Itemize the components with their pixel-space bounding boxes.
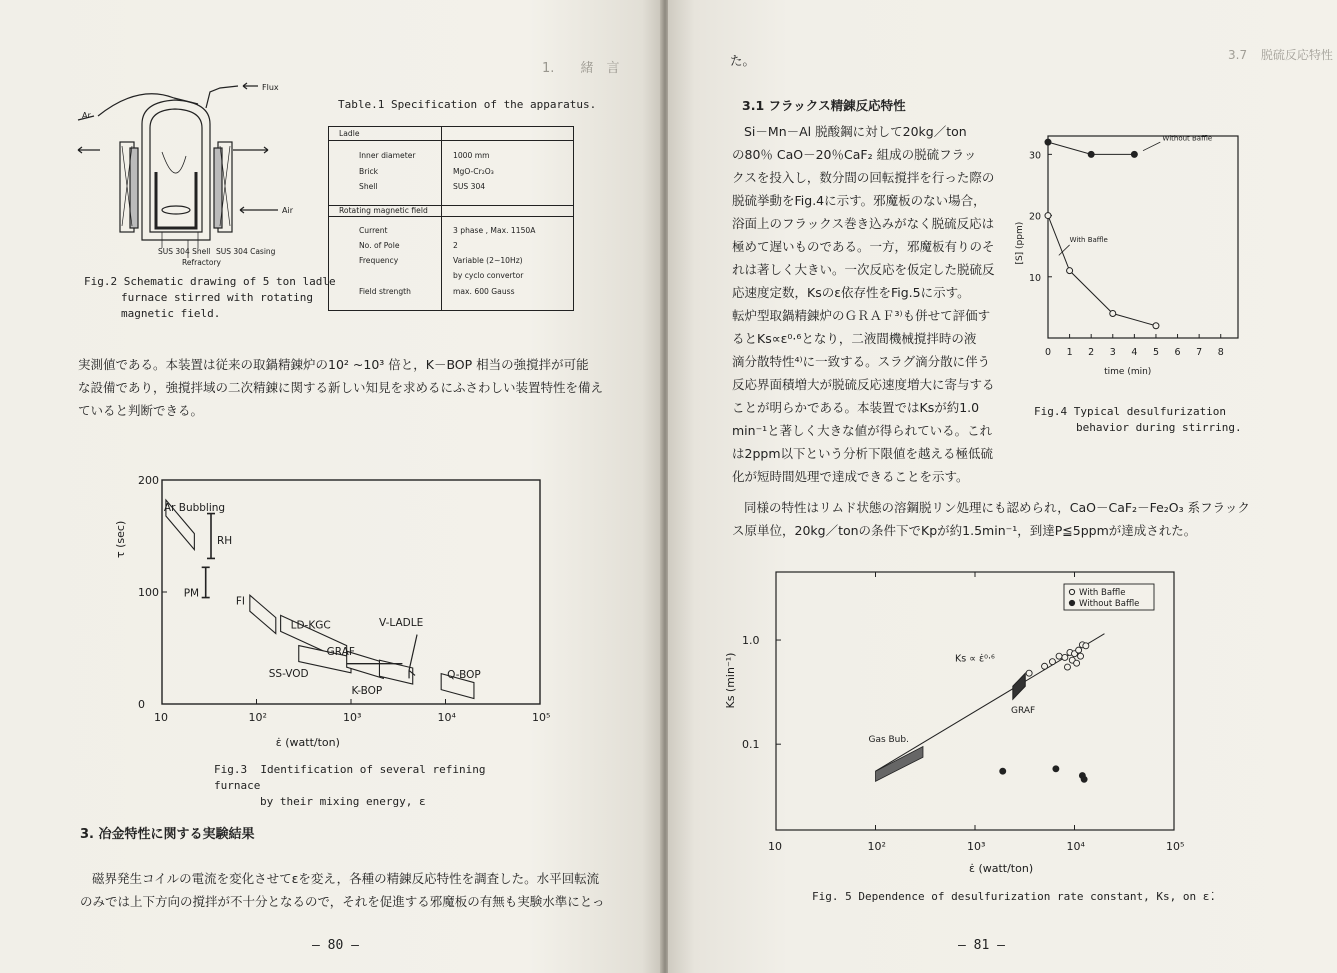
text-line: 実測値である。本装置は従来の取鍋精錬炉の10² ~10³ 倍と，K－BOP 相当の強撹拌が可能 — [78, 357, 589, 372]
fig5-point — [1000, 768, 1006, 774]
section31-text-wide — [732, 496, 1312, 542]
air-arrow — [240, 207, 278, 213]
fig2-caption — [84, 274, 336, 322]
fig4-y-tick-label: 10 — [1029, 272, 1042, 284]
table1-cell: MgO-Cr₂O₃ — [453, 167, 494, 176]
fig4-y-tick-label: 30 — [1029, 150, 1042, 162]
fig3-x-tick-label: 10⁵ — [532, 711, 551, 724]
fig3-region-pm — [202, 567, 210, 597]
fig3-region-label: V-LADLE — [379, 617, 424, 629]
fig5-point — [1078, 653, 1084, 659]
fig5-point — [1062, 654, 1068, 660]
fig5-point — [1076, 647, 1082, 653]
fig4-caption-line: behavior during stirring. — [1076, 421, 1242, 434]
page-number-left: — 80 — — [312, 938, 359, 953]
right-header-title: 脱硫反応特性 — [1260, 48, 1333, 62]
fig5-legend-label: With Baffle — [1079, 588, 1126, 598]
table1-cell: 3 phase , Max. 1150A — [453, 226, 536, 235]
text-line: 同様の特性はリムド状態の溶鋼脱リン処理にも認められ，CaO－CaF₂－Fe₂O₃ 系フラック — [744, 500, 1250, 515]
fig4-series-label: Without Baffle — [1162, 134, 1213, 143]
fig3-caption: Fig.3 Identification of several refining furnace by their mixing energy, ε — [214, 763, 486, 808]
fig4-y-tick-label: 20 — [1029, 211, 1042, 223]
section31-text — [732, 120, 1032, 488]
text-line: 極めて遅いものである。一方，邪魔板有りのそ — [732, 239, 995, 254]
label-ar: Ar — [82, 111, 91, 120]
text-line: るとKs∝ε⁰·⁶となり，二液間機械撹拌時の液 — [732, 331, 977, 346]
table1 — [328, 126, 574, 311]
fig5-point — [1083, 643, 1089, 649]
fig3-y-tick-label: 200 — [138, 474, 159, 487]
label-shell: SUS 304 Shell — [158, 247, 211, 256]
fig5-point — [1042, 663, 1048, 669]
table1-cell: by cyclo convertor — [453, 271, 524, 280]
refractory-wall — [156, 172, 196, 228]
fig3-region-label: Ar Bubbling — [163, 501, 226, 514]
table1-cell: Current — [359, 226, 388, 235]
fig4-caption — [1034, 404, 1242, 436]
text-line: 滴分散特性⁴⁾に一致する。スラグ滴分散に伴う — [732, 354, 991, 369]
fig5-point — [1064, 664, 1070, 670]
fig3-y-label: τ (sec) — [114, 520, 127, 558]
fig2-caption-line: magnetic field. — [121, 307, 221, 320]
fig4-x-label: time (min) — [1104, 367, 1152, 377]
table1-cell: SUS 304 — [453, 182, 486, 191]
fig4-x-tick-label: 5 — [1152, 347, 1160, 358]
fig2-schematic — [78, 82, 318, 268]
text-line: 反応界面積増大が脱硫反応速度増大に寄与する — [732, 377, 995, 392]
text-line: れは著しく大きい。一次反応を仮定した脱硫反 — [732, 262, 995, 277]
argon-lance — [98, 94, 198, 116]
fig5-y-tick-label: 1.0 — [742, 634, 760, 648]
left-header-title: 緒 言 — [580, 61, 620, 76]
fig4-chart — [1015, 126, 1248, 396]
fig5-legend-label: Without Baffle — [1079, 599, 1140, 609]
fig5-legend-marker-open — [1069, 589, 1074, 594]
fig3-y-tick-label: 0 — [138, 698, 145, 711]
fig3-x-tick-label: 10² — [248, 711, 267, 724]
left-page — [0, 0, 662, 973]
fig3-x-tick-label: 10 — [154, 711, 168, 724]
fig5-x-tick-label: 10³ — [967, 840, 986, 853]
text-line: ス原単位，20kg／tonの条件下でKpが約1.5min⁻¹，到達P≦5ppmが達成された。 — [732, 523, 1197, 538]
fig5-x-tick-label: 10⁴ — [1066, 840, 1085, 853]
table1-ladle-header: Ladle — [339, 129, 360, 138]
fig3-y-tick-label: 100 — [138, 586, 159, 599]
left-body-paragraph — [78, 353, 618, 422]
page-number-right: — 81 — — [958, 938, 1005, 953]
label-air: Air — [282, 206, 293, 215]
fig4-x-tick-label: 1 — [1066, 347, 1073, 358]
fig4-point — [1067, 268, 1073, 274]
table1-cell: Field strength — [359, 287, 411, 296]
text-line: な設備であり，強撹拌域の二次精錬に関する新しい知見を求めるにふさわしい装置特性を備え — [78, 380, 604, 395]
fig3-region-label: Q-BOP — [447, 669, 481, 682]
text-line: は2ppm以下という分析下限値を越える極低硫 — [732, 446, 993, 461]
fig3-region-label: GRAF — [326, 645, 355, 658]
fig4-x-tick-label: 8 — [1217, 347, 1224, 358]
fig5-point — [1074, 660, 1080, 666]
text-line: 応速度定数，Ksのε依存性をFig.5に示す。 — [732, 285, 970, 300]
table1-cell: No. of Pole — [359, 241, 400, 250]
section31-heading: 3.1 フラックス精錬反応特性 — [742, 98, 906, 113]
table1-title: Table.1 Specification of the apparatus. — [338, 98, 597, 111]
fig5-point — [1053, 766, 1059, 772]
text-line: の80％ CaO－20％CaF₂ 組成の脱硫フラッ — [732, 147, 977, 162]
fig4-point — [1088, 151, 1094, 157]
ladle-shell — [142, 100, 210, 240]
label-refractory: Refractory — [182, 258, 221, 267]
fig3-region-fi — [250, 595, 276, 633]
fig5-region-graf — [1013, 673, 1025, 699]
table1-cell: Inner diameter — [359, 151, 416, 160]
fig3-region-label: FI — [235, 595, 245, 608]
text-line: ていると判断できる。 — [78, 403, 204, 418]
fig4-x-tick-label: 3 — [1109, 347, 1116, 358]
text-line: 転炉型取鍋精錬炉のＧＲＡＦ³⁾も併せて評価す — [732, 308, 991, 323]
fig3-x-label: ε̇ (watt/ton) — [275, 736, 340, 749]
fig4-point — [1110, 311, 1116, 317]
section3-text-cont — [80, 890, 620, 913]
fig5-y-tick-label: 0.1 — [742, 738, 760, 752]
fig4-point — [1131, 151, 1137, 157]
text-line: 磁界発生コイルの電流を変化させてεを変え，各種の精錬反応特性を調査した。水平回転流 — [92, 871, 600, 886]
text-line: min⁻¹と著しく大きな値が得られている。これ — [732, 423, 993, 438]
fig5-x-tick-label: 10² — [867, 840, 886, 853]
fig3-region-label: SS-VOD — [268, 668, 309, 681]
right-running-header — [1228, 46, 1333, 63]
melt-swirl — [162, 206, 190, 214]
fig5-plot-frame — [776, 572, 1174, 830]
fig5-x-tick-label: 10⁵ — [1166, 840, 1185, 853]
text-line: クスを投入し，数分間の回転撹拌を行った際の — [732, 170, 995, 185]
section3-text — [92, 867, 632, 890]
right-header-section: 3.7 — [1228, 48, 1248, 62]
fig4-x-tick-label: 2 — [1088, 347, 1095, 358]
fig5-x-label: ε̇ (watt/ton) — [969, 862, 1034, 875]
fig4-point — [1045, 213, 1051, 219]
left-header-section: 1. — [542, 61, 555, 76]
flux-arrow — [243, 83, 258, 89]
fig4-x-tick-label: 7 — [1196, 347, 1203, 358]
table1-cell: Shell — [359, 182, 378, 191]
fig5-point — [1056, 653, 1062, 659]
fig4-point — [1153, 323, 1159, 329]
table1-cell: 2 — [453, 241, 458, 250]
table1-cell: 1000 mm — [453, 151, 490, 160]
fig3-region-label: LD-KGC — [290, 619, 331, 632]
fig2-caption-line: furnace stirred with rotating — [121, 291, 314, 304]
fig3-region-label: K-BOP — [351, 685, 383, 698]
fig5-x-tick-label: 10 — [768, 840, 782, 853]
fig4-x-tick-label: 6 — [1174, 347, 1181, 358]
fig2-caption-line: Fig.2 Schematic drawing of 5 ton ladle — [84, 275, 336, 288]
fig5-y-label: Ks (min⁻¹) — [724, 652, 737, 709]
fig5-point — [1049, 659, 1055, 665]
fig3-region-label: RH — [216, 535, 233, 547]
section3-heading: 3. 冶金特性に関する実験結果 — [80, 827, 255, 842]
text-line: 化が短時間処理で達成できることを示す。 — [732, 469, 969, 484]
fig3-chart — [110, 474, 551, 750]
text-line: 脱硫挙動をFig.4に示す。邪魔板のない場合， — [732, 193, 986, 208]
fig4-label-pointer — [1143, 142, 1160, 151]
fig5-region-gas-bub — [876, 747, 923, 782]
right-top-line: た。 — [730, 53, 756, 68]
table1-cell: max. 600 Gauss — [453, 287, 515, 296]
left-running-header — [542, 57, 620, 76]
fig4-x-tick-label: 0 — [1045, 347, 1052, 358]
fig5-caption: Fig. 5 Dependence of desulfurization rate constant, Ks, on ε̇. — [812, 890, 1216, 903]
fig4-point — [1045, 139, 1051, 145]
fig3-x-tick-label: 10⁴ — [437, 711, 456, 724]
text-line: 浴面上のフラックス巻き込みがなく脱硫反応は — [732, 216, 995, 231]
coil-left-inner — [130, 148, 138, 228]
text-line: ことが明らかである。本装置ではKsが約1.0 — [732, 400, 980, 415]
fig5-annotation: Gas Bub. — [868, 734, 909, 745]
fig5-legend-marker-filled — [1069, 600, 1074, 605]
fig5-chart — [724, 566, 1212, 876]
fig5-point — [1081, 776, 1087, 782]
flux-chute — [206, 86, 238, 108]
label-casing: SUS 304 Casing — [216, 247, 276, 256]
text-line: のみでは上下方向の撹拌が不十分となるので，それを促進する邪魔板の有無も実験水準にとっ — [80, 894, 605, 909]
fig4-y-label: [S] (ppm) — [1015, 221, 1025, 265]
fig5-point — [1026, 670, 1032, 676]
table1-cell: Frequency — [359, 256, 399, 265]
right-page — [668, 0, 1337, 973]
fig5-annotation: Ks ∝ ε̇⁰·⁶ — [955, 653, 995, 665]
table1-cell: Brick — [359, 167, 379, 176]
fig3-x-tick-label: 10³ — [343, 711, 362, 724]
fig4-series-label: With Baffle — [1069, 235, 1108, 244]
fig4-caption-line: Fig.4 Typical desulfurization — [1034, 405, 1227, 418]
fig3-region-label: PM — [183, 587, 200, 600]
label-flux: Flux — [262, 83, 279, 92]
text-line: Si－Mn－Al 脱酸鋼に対して20kg／ton — [744, 124, 967, 139]
fig5-annotation: GRAF — [1010, 705, 1036, 716]
table1-cell: Variable (2~10Hz) — [453, 256, 523, 265]
coil-right-inner — [214, 148, 222, 228]
fig4-x-tick-label: 4 — [1131, 347, 1138, 358]
table1-field-header: Rotating magnetic field — [339, 206, 428, 215]
fig3-region-rh — [207, 514, 215, 559]
fig4-series-line — [1048, 216, 1156, 326]
